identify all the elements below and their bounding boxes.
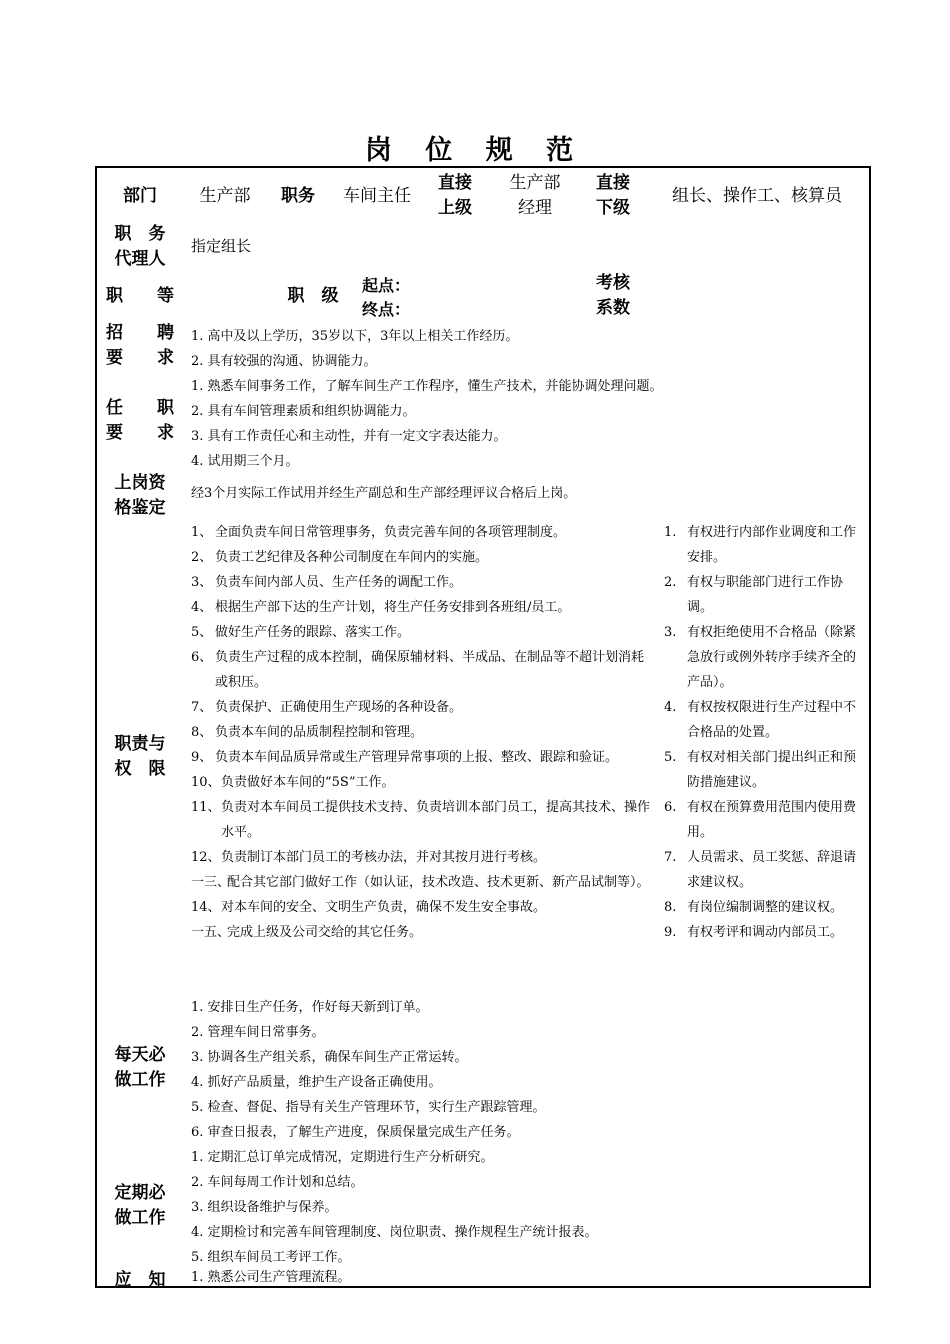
list-item: 2. 具有较强的沟通、协调能力。 bbox=[191, 354, 377, 369]
position-label: 职务 bbox=[281, 186, 315, 206]
list-item: 2. 具有车间管理素质和组织协调能力。 bbox=[191, 404, 416, 419]
qualification-label: 任 职 要 求 bbox=[106, 398, 174, 443]
list-item: 1、 全面负责车间日常管理事务，负责完善车间的各项管理制度。 bbox=[191, 525, 567, 540]
list-item: 10、 负责做好本车间的“5S”工作。 bbox=[191, 775, 395, 790]
grade-label: 职 等 bbox=[106, 286, 174, 306]
list-item: 2. 管理车间日常事务。 bbox=[191, 1025, 325, 1040]
list-item: 5. 检查、督促、指导有关生产管理环节，实行生产跟踪管理。 bbox=[191, 1100, 546, 1115]
list-item: 6、 负责生产过程的成本控制，确保原辅材料、半成品、在制品等不超计划消耗或积压。 bbox=[191, 650, 645, 690]
list-item: 7、 负责保护、正确使用生产现场的各种设备。 bbox=[191, 700, 463, 715]
coefficient-label: 考核 系数 bbox=[596, 273, 630, 318]
list-item: 12、 负责制订本部门员工的考核办法，并对其按月进行考核。 bbox=[191, 850, 547, 865]
list-item: 3. 具有工作责任心和主动性，并有一定文字表达能力。 bbox=[191, 429, 507, 444]
superior-label: 直接 上级 bbox=[438, 173, 472, 218]
list-item: 4. 有权按权限进行生产过程中不合格品的处置。 bbox=[664, 700, 857, 740]
list-item: 1. 熟悉车间事务工作，了解车间生产工作程序，懂生产技术，并能协调处理问题。 bbox=[191, 379, 663, 394]
deputy-label: 职 务 代理人 bbox=[114, 224, 166, 269]
list-item: 8. 有岗位编制调整的建议权。 bbox=[664, 900, 844, 915]
list-item: 1. 安排日生产任务，作好每天新到订单。 bbox=[191, 1000, 429, 1015]
list-item: 一五、 完成上级及公司交给的其它任务。 bbox=[191, 925, 423, 940]
list-item: 4. 定期检讨和完善车间管理制度、岗位职责、操作规程生产统计报表。 bbox=[191, 1225, 598, 1240]
recruit-label: 招 聘 要 求 bbox=[106, 323, 174, 368]
dept-label: 部门 bbox=[123, 186, 157, 206]
list-item: 11、 负责对本车间员工提供技术支持、负责培训本部门员工，提高其技术、操作水平。 bbox=[191, 800, 651, 840]
list-item: 3. 有权拒绝使用不合格品（除紧急放行或例外转序手续齐全的产品）。 bbox=[664, 625, 857, 690]
position-value: 车间主任 bbox=[343, 186, 411, 206]
recruit-list bbox=[191, 324, 518, 374]
daily-label: 每天必 做工作 bbox=[114, 1045, 166, 1090]
list-item: 9、 负责本车间品质异常或生产管理异常事项的上报、整改、跟踪和验证。 bbox=[191, 750, 619, 765]
list-item: 14、 对本车间的安全、文明生产负责，确保不发生安全事故。 bbox=[191, 900, 547, 915]
list-item: 1. 高中及以上学历，35岁以下，3年以上相关工作经历。 bbox=[191, 329, 519, 344]
subordinate-label: 直接 下级 bbox=[596, 173, 630, 218]
authorities-list bbox=[664, 520, 864, 945]
list-item: 9. 有权考评和调动内部员工。 bbox=[664, 925, 844, 940]
superior-value: 生产部 经理 bbox=[509, 173, 561, 218]
onboarding-label: 上岗资 格鉴定 bbox=[114, 473, 166, 518]
knowledge-list bbox=[191, 1270, 351, 1286]
rank-range: 起点： 终点： bbox=[362, 276, 411, 319]
periodic-list bbox=[191, 1145, 598, 1270]
list-item: 2、 负责工艺纪律及各种公司制度在车间内的实施。 bbox=[191, 550, 489, 565]
page-title: 岗 位 规 范 bbox=[364, 135, 586, 166]
duties-label: 职责与 权 限 bbox=[114, 734, 166, 779]
daily-list bbox=[191, 995, 546, 1145]
list-item: 3、 负责车间内部人员、生产任务的调配工作。 bbox=[191, 575, 463, 590]
responsibilities-list bbox=[191, 520, 651, 945]
list-item: 2. 有权与职能部门进行工作协调。 bbox=[664, 575, 844, 615]
periodic-label: 定期必 做工作 bbox=[114, 1183, 166, 1228]
list-item: 5. 组织车间员工考评工作。 bbox=[191, 1250, 351, 1265]
list-item: 4. 抓好产品质量，维护生产设备正确使用。 bbox=[191, 1075, 442, 1090]
list-item: 6. 审查日报表，了解生产进度，保质保量完成生产任务。 bbox=[191, 1125, 520, 1140]
list-item: 1. 熟悉公司生产管理流程。 bbox=[191, 1270, 351, 1285]
list-item: 4. 试用期三个月。 bbox=[191, 454, 299, 469]
list-item: 7. 人员需求、员工奖惩、辞退请求建议权。 bbox=[664, 850, 857, 890]
list-item: 5. 有权对相关部门提出纠正和预防措施建议。 bbox=[664, 750, 857, 790]
deputy-value: 指定组长 bbox=[191, 237, 252, 255]
list-item: 一三、 配合其它部门做好工作（如认证，技术改造、技术更新、新产品试制等）。 bbox=[191, 875, 650, 890]
qualification-list bbox=[191, 374, 663, 474]
onboarding-value: 经3个月实际工作试用并经生产副总和生产部经理评议合格后上岗。 bbox=[191, 486, 577, 501]
subordinate-value: 组长、操作工、核算员 bbox=[672, 186, 842, 206]
list-item: 5、 做好生产任务的跟踪、落实工作。 bbox=[191, 625, 411, 640]
list-item: 6. 有权在预算费用范围内使用费用。 bbox=[664, 800, 857, 840]
list-item: 4、 根据生产部下达的生产计划，将生产任务安排到各班组/员工。 bbox=[191, 600, 571, 615]
dept-value: 生产部 bbox=[199, 186, 251, 206]
list-item: 3. 协调各生产组关系，确保车间生产正常运转。 bbox=[191, 1050, 468, 1065]
rank-label: 职 级 bbox=[287, 286, 339, 306]
list-item: 1. 定期汇总订单完成情况，定期进行生产分析研究。 bbox=[191, 1150, 494, 1165]
knowledge-label: 应 知 bbox=[114, 1270, 166, 1290]
list-item: 1. 有权进行内部作业调度和工作安排。 bbox=[664, 525, 857, 565]
list-item: 2. 车间每周工作计划和总结。 bbox=[191, 1175, 364, 1190]
list-item: 3. 组织设备维护与保养。 bbox=[191, 1200, 338, 1215]
list-item: 8、 负责本车间的品质制程控制和管理。 bbox=[191, 725, 424, 740]
